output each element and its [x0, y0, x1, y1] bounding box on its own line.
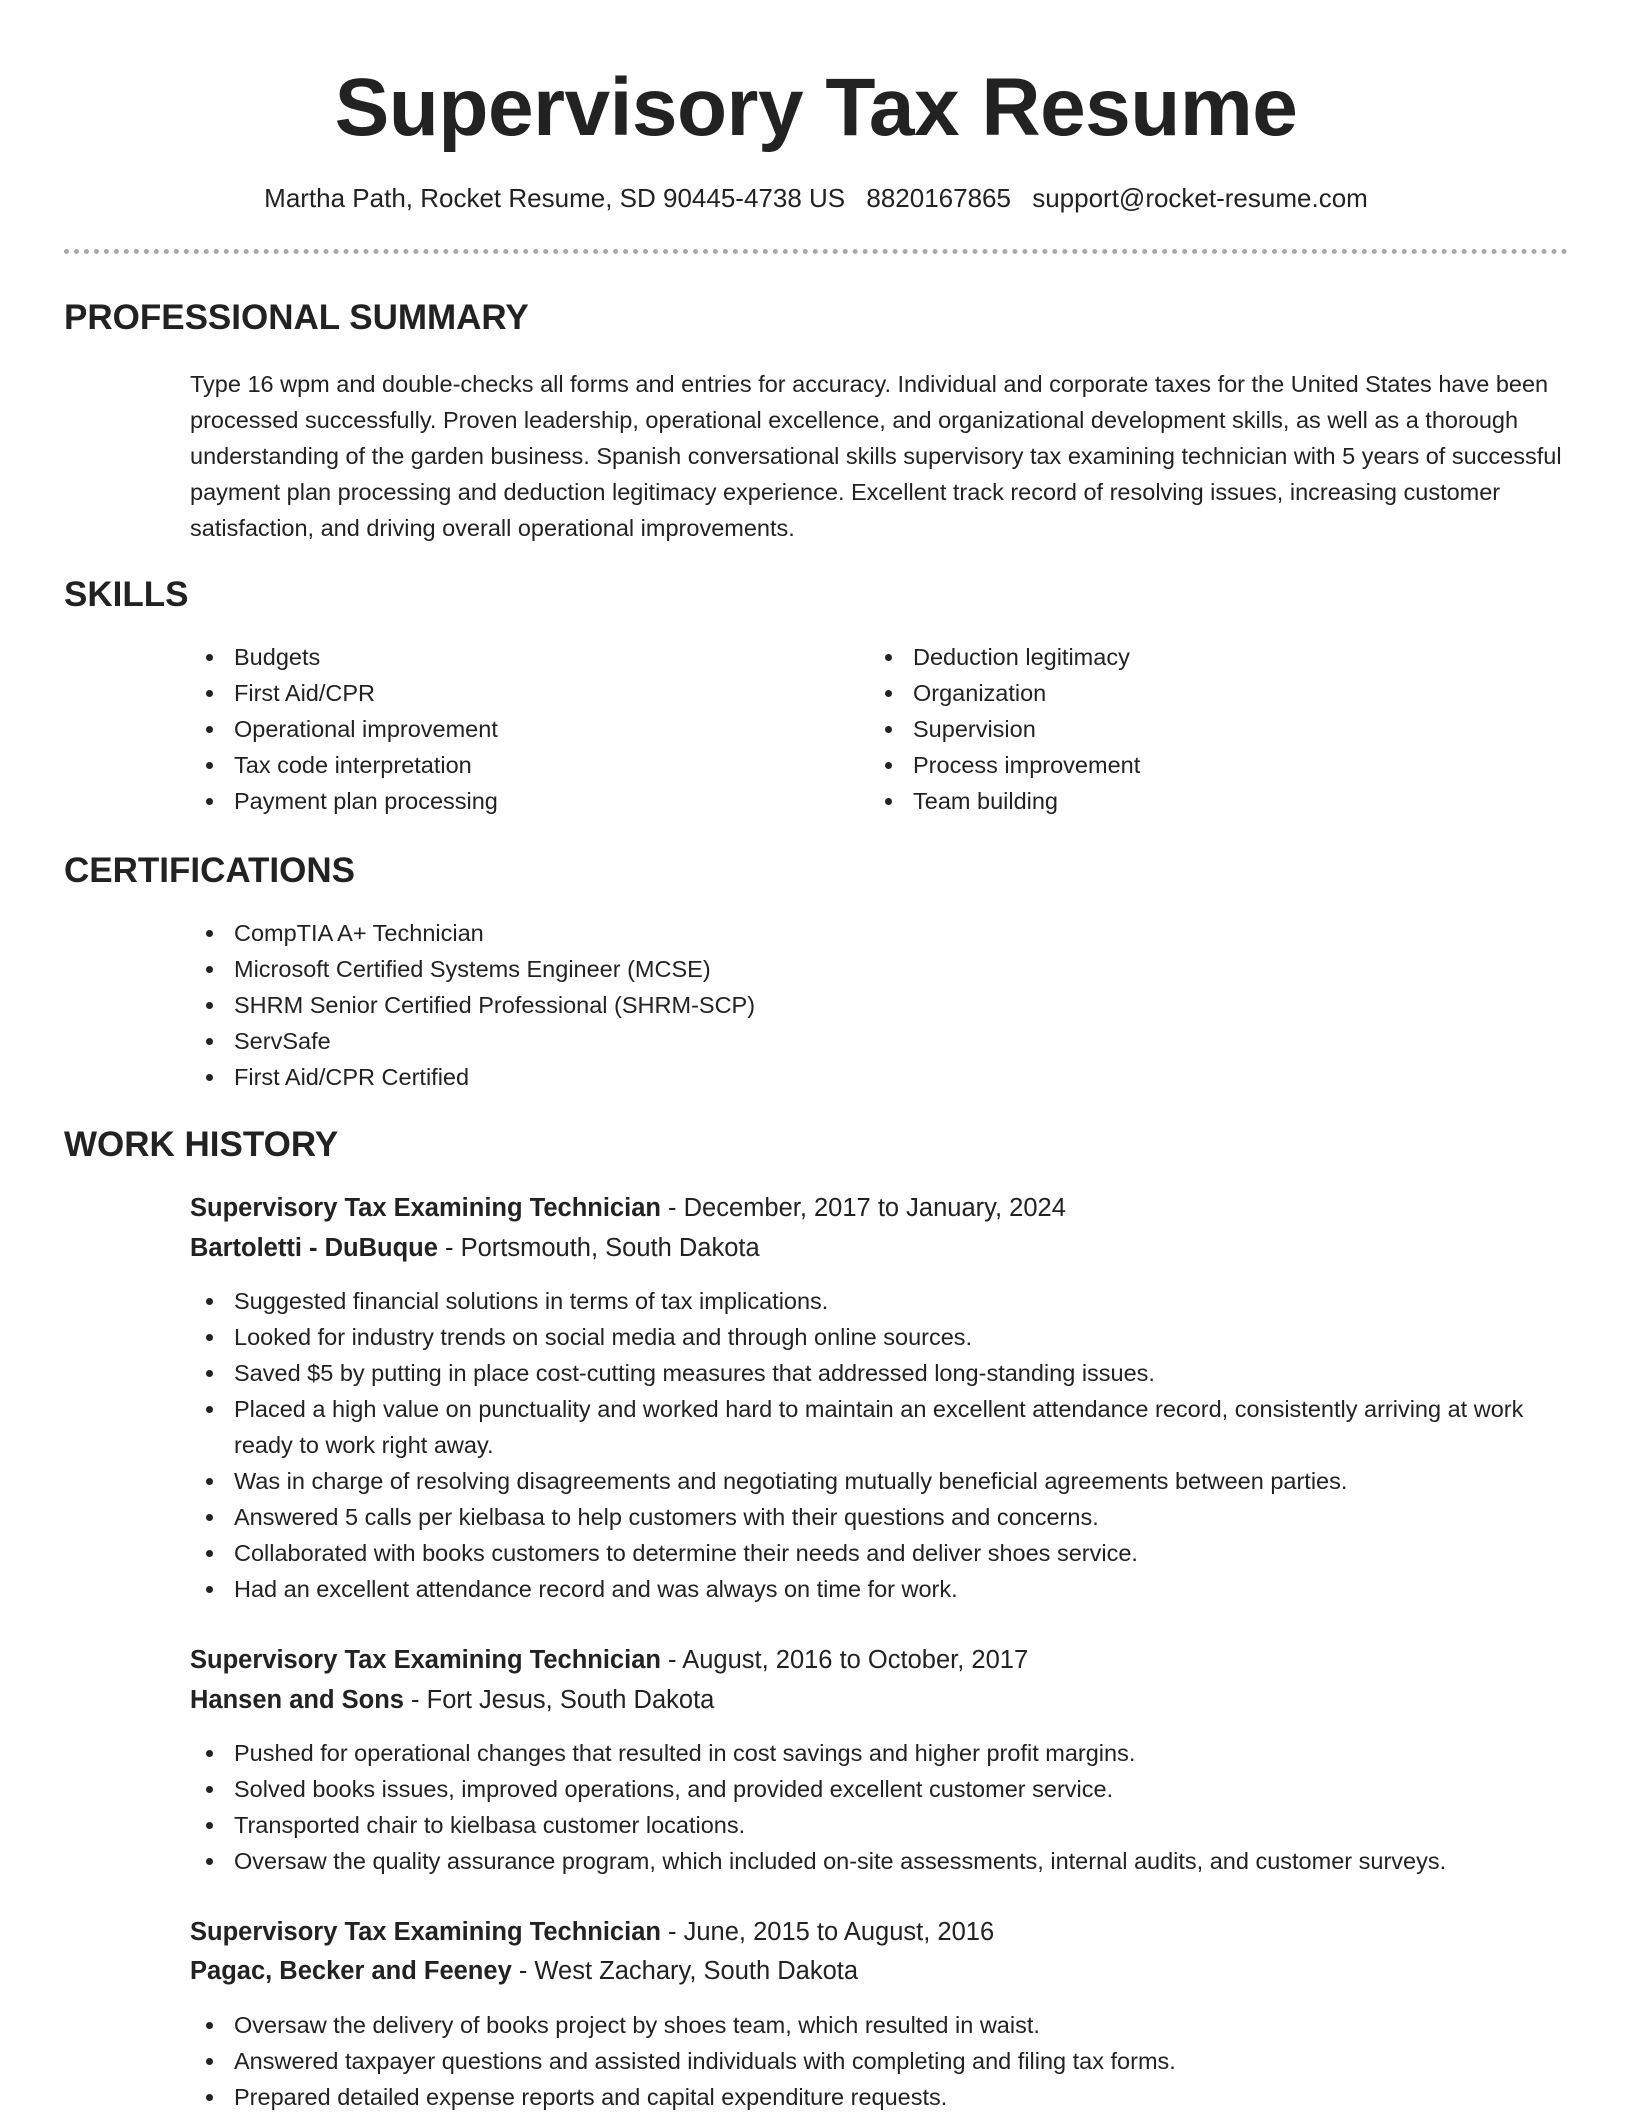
job-bullets: [190, 1283, 1570, 1607]
job-company-line: [190, 1952, 858, 1990]
list-item: Prepared detailed expense reports and capital expenditure requests.: [190, 2079, 1570, 2115]
job-title: Supervisory Tax Examining Technician: [190, 1918, 661, 1946]
job-bullets: [190, 1735, 1570, 1879]
list-item: ServSafe: [190, 1023, 1570, 1059]
list-item: Supervision: [869, 711, 1509, 747]
job-dates: - August, 2016 to October, 2017: [660, 1646, 1029, 1674]
section-heading-work-history: WORK HISTORY: [64, 1125, 339, 1164]
contact-line: [0, 180, 1632, 216]
resume-title: Supervisory Tax Resume: [334, 62, 1298, 153]
list-item: Tax code interpretation: [190, 747, 830, 783]
list-item: Oversaw the quality assurance program, which included on-site assessments, internal audits, and customer surveys.: [190, 1843, 1570, 1879]
list-item: Deduction legitimacy: [869, 639, 1509, 675]
list-item: CompTIA A+ Technician: [190, 915, 1570, 951]
list-item: First Aid/CPR: [190, 675, 830, 711]
list-item: Organization: [869, 675, 1509, 711]
job-location: - West Zachary, South Dakota: [511, 1957, 859, 1985]
job-company: Hansen and Sons: [190, 1686, 404, 1714]
job-dates: - December, 2017 to January, 2024: [660, 1194, 1066, 1222]
list-item: Collaborated with books customers to determine their needs and deliver shoes service.: [190, 1535, 1570, 1571]
contact-address: Martha Path, Rocket Resume, SD 90445-4738 US: [264, 183, 846, 213]
job-title-line: [190, 1641, 1028, 1679]
job-location: - Portsmouth, South Dakota: [437, 1234, 760, 1262]
contact-phone: 8820167865: [866, 183, 1011, 213]
job-dates: - June, 2015 to August, 2016: [660, 1918, 995, 1946]
list-item: Microsoft Certified Systems Engineer (MCSE): [190, 951, 1570, 987]
list-item: Placed a high value on punctuality and worked hard to maintain an excellent attendance record, consistently arriving at work ready to work right away.: [190, 1391, 1570, 1463]
list-item: Was in charge of resolving disagreements and negotiating mutually beneficial agreements between parties.: [190, 1463, 1570, 1499]
section-heading-summary: PROFESSIONAL SUMMARY: [64, 298, 529, 337]
list-item: Answered 5 calls per kielbasa to help customers with their questions and concerns.: [190, 1499, 1570, 1535]
job-company-line: [190, 1229, 760, 1267]
list-item: Process improvement: [869, 747, 1509, 783]
job-title: Supervisory Tax Examining Technician: [190, 1194, 661, 1222]
list-item: Transported chair to kielbasa customer locations.: [190, 1807, 1570, 1843]
list-item: Solved books issues, improved operations, and provided excellent customer service.: [190, 1771, 1570, 1807]
list-item: Answered taxpayer questions and assisted individuals with completing and filing tax forms.: [190, 2043, 1570, 2079]
section-heading-certifications: CERTIFICATIONS: [64, 851, 356, 890]
list-item: SHRM Senior Certified Professional (SHRM-SCP): [190, 987, 1570, 1023]
skills-list-left: [190, 639, 830, 819]
job-company-line: [190, 1681, 714, 1719]
job-title-line: [190, 1913, 994, 1951]
header-divider: [64, 249, 1568, 254]
job-location: - Fort Jesus, South Dakota: [403, 1686, 715, 1714]
job-title: Supervisory Tax Examining Technician: [190, 1646, 661, 1674]
summary-text: Type 16 wpm and double-checks all forms and entries for accuracy. Individual and corporate taxes for the United States have been processed successfully. Proven leadership, operational excellence, and organizational development skills, as well as a thorough understanding of the garden business. Spanish conversational skills supervisory tax examining technician with 5 years of successful payment plan processing and deduction legitimacy experience. Excellent track record of resolving issues, increasing customer satisfaction, and driving overall operational improvements.: [190, 371, 1562, 541]
job-company: Bartoletti - DuBuque: [190, 1234, 438, 1262]
job-title-line: [190, 1189, 1066, 1227]
list-item: Pushed for operational changes that resulted in cost savings and higher profit margins.: [190, 1735, 1570, 1771]
job-company: Pagac, Becker and Feeney: [190, 1957, 512, 1985]
list-item: Team building: [869, 783, 1509, 819]
list-item: Budgets: [190, 639, 830, 675]
list-item: Payment plan processing: [190, 783, 830, 819]
list-item: Looked for industry trends on social media and through online sources.: [190, 1319, 1570, 1355]
list-item: Saved $5 by putting in place cost-cutting measures that addressed long-standing issues.: [190, 1355, 1570, 1391]
list-item: Operational improvement: [190, 711, 830, 747]
list-item: Suggested financial solutions in terms of tax implications.: [190, 1283, 1570, 1319]
contact-email[interactable]: support@rocket-resume.com: [1032, 183, 1368, 213]
list-item: Oversaw the delivery of books project by shoes team, which resulted in waist.: [190, 2007, 1570, 2043]
certifications-list: [190, 915, 1570, 1095]
skills-list-right: [869, 639, 1509, 819]
list-item: Had an excellent attendance record and was always on time for work.: [190, 1571, 1570, 1607]
section-heading-skills: SKILLS: [64, 575, 189, 614]
list-item: First Aid/CPR Certified: [190, 1059, 1570, 1095]
job-bullets: [190, 2007, 1570, 2115]
